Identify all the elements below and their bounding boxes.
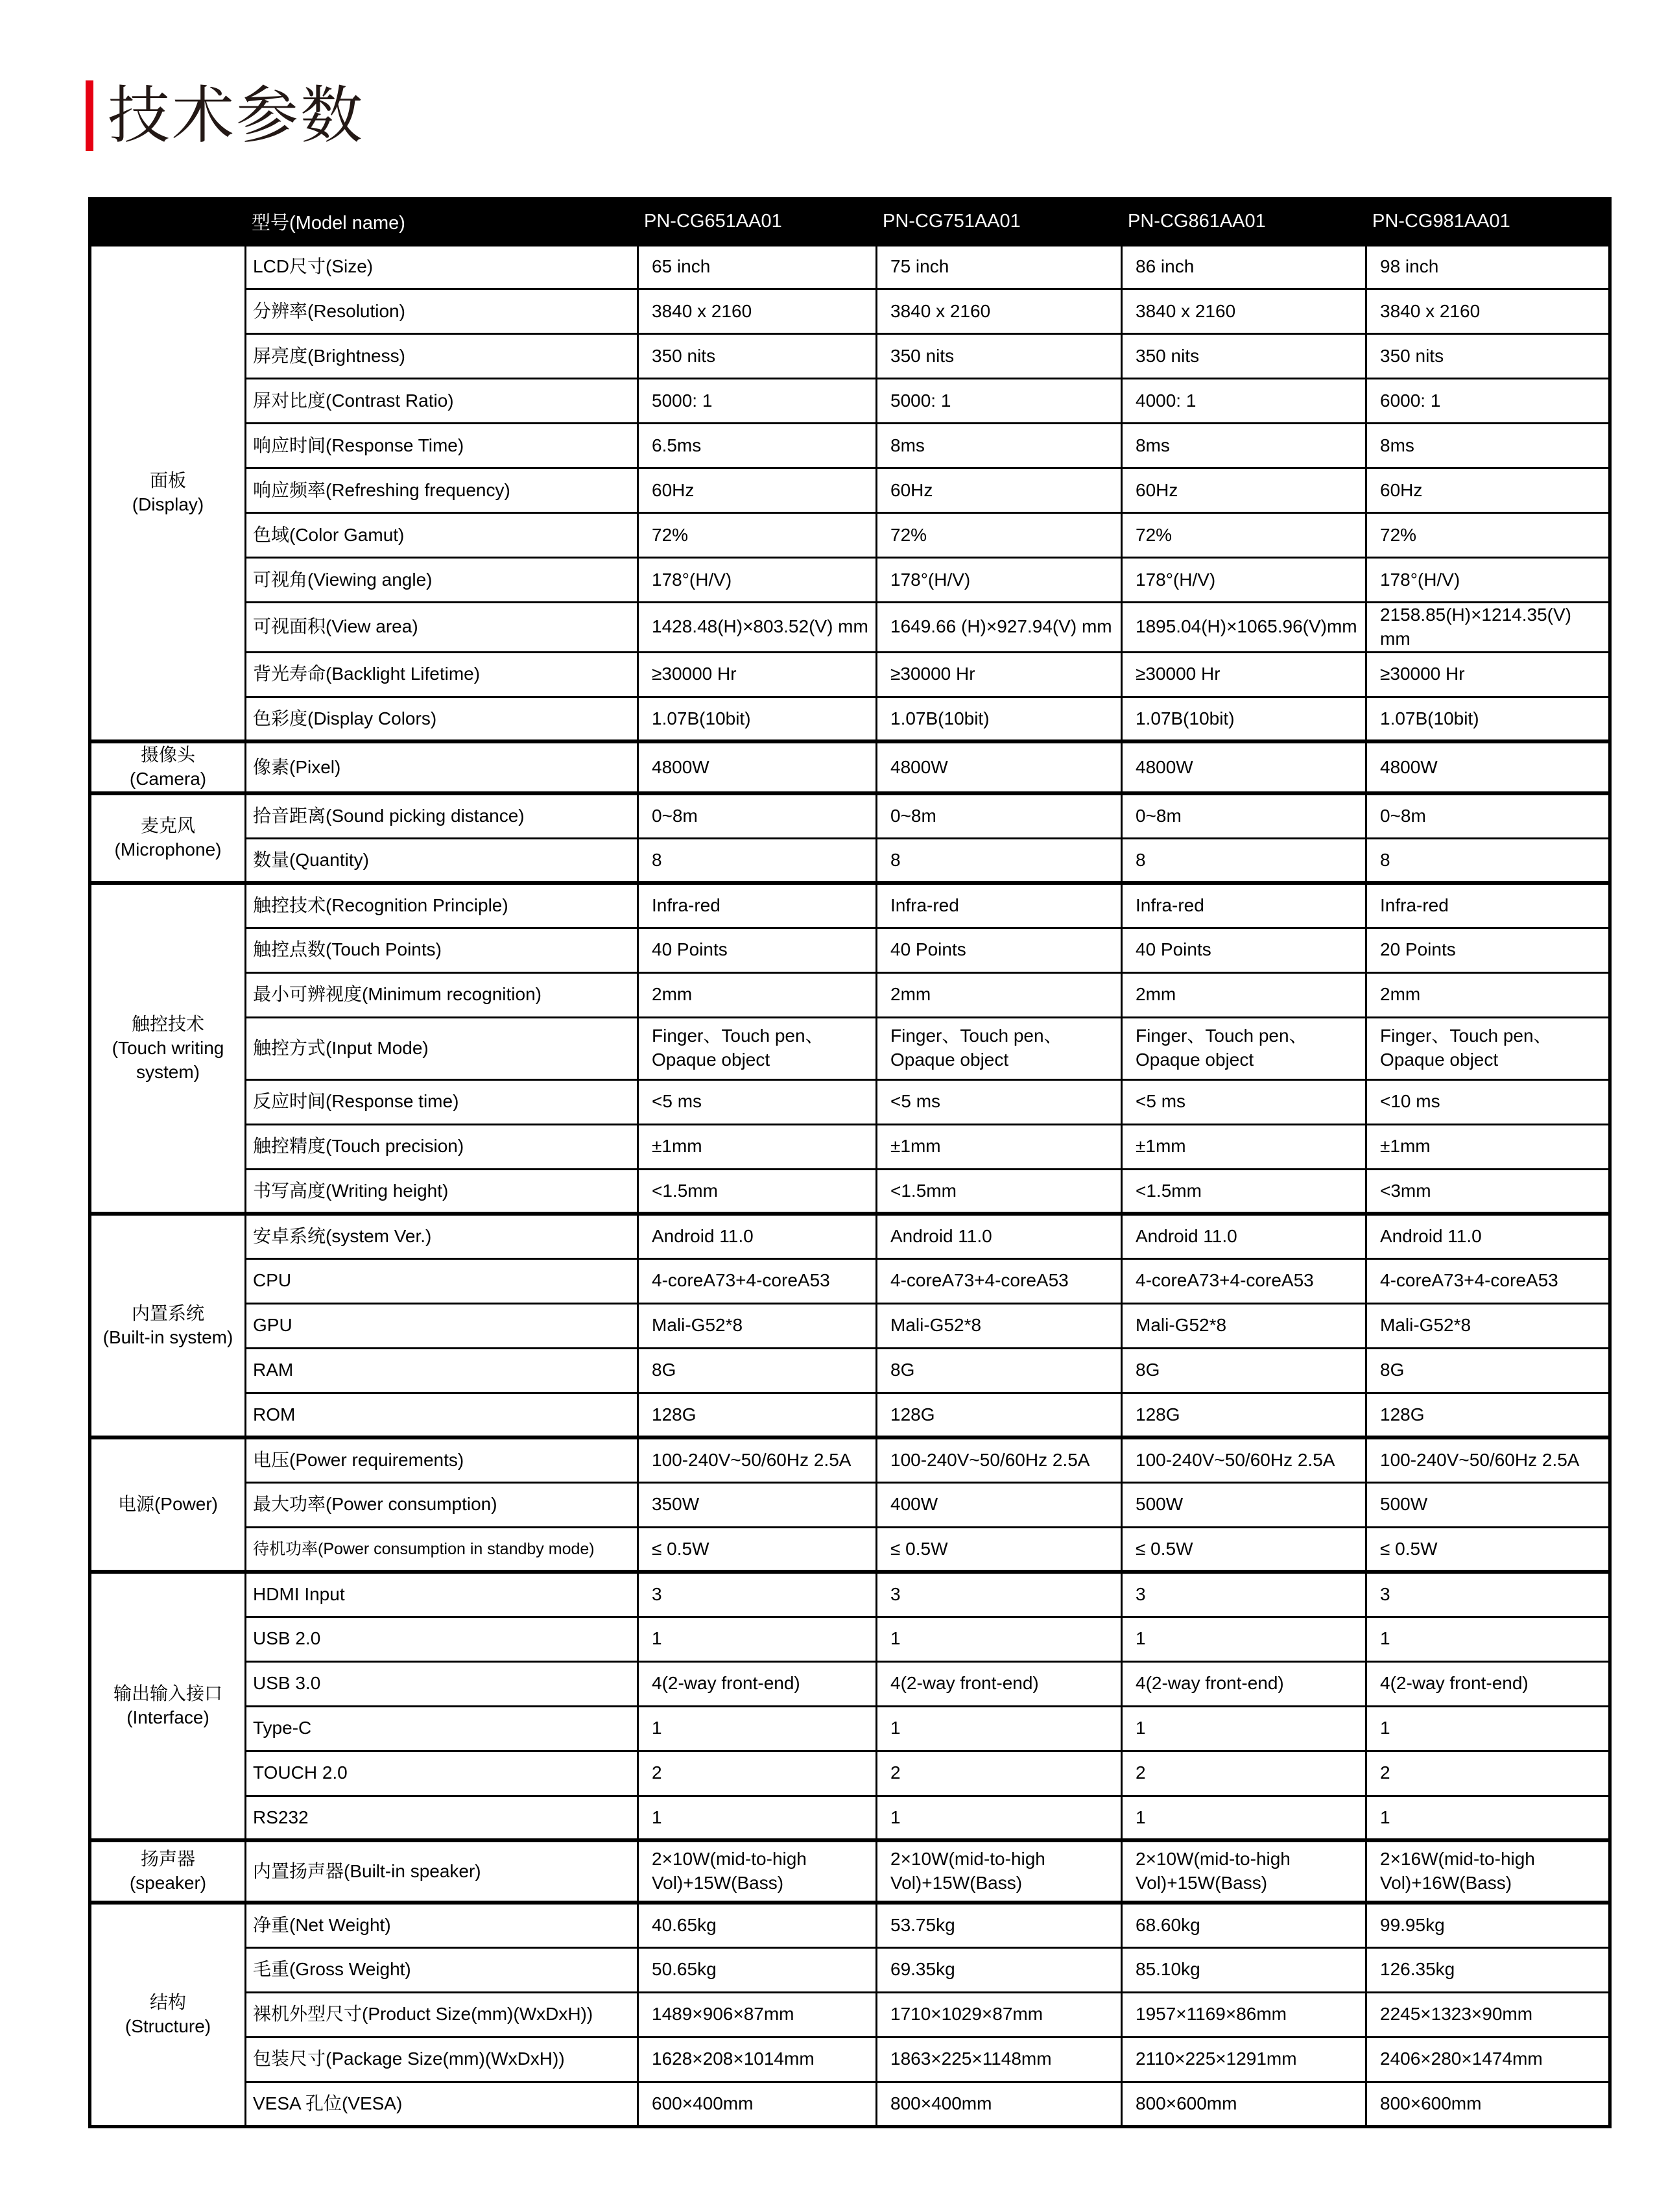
value-cell: ±1mm <box>1366 1124 1610 1169</box>
param-label-cell: 响应频率(Refreshing frequency) <box>246 468 638 513</box>
value-cell: ≥30000 Hr <box>877 652 1122 697</box>
param-label-cell: USB 2.0 <box>246 1617 638 1661</box>
value-cell: 100-240V~50/60Hz 2.5A <box>638 1437 877 1482</box>
param-label-cell: USB 3.0 <box>246 1661 638 1706</box>
value-cell: Android 11.0 <box>638 1214 877 1258</box>
value-cell: 69.35kg <box>877 1947 1122 1992</box>
param-label-cell: 书写高度(Writing height) <box>246 1169 638 1214</box>
category-label-zh: 触控技术 <box>131 1013 204 1034</box>
value-cell: 1.07B(10bit) <box>1366 697 1610 741</box>
value-cell: 1710×1029×87mm <box>877 1992 1122 2037</box>
value-cell: 4(2-way front-end) <box>1366 1661 1610 1706</box>
value-cell: 3 <box>877 1572 1122 1617</box>
value-cell: Infra-red <box>1122 883 1366 928</box>
value-cell: 60Hz <box>1122 468 1366 513</box>
category-label-zh: 面板 <box>149 470 186 490</box>
value-cell: 100-240V~50/60Hz 2.5A <box>1122 1437 1366 1482</box>
value-cell: Mali-G52*8 <box>638 1303 877 1348</box>
value-cell: 178°(H/V) <box>1122 558 1366 603</box>
value-cell: 3840 x 2160 <box>1366 289 1610 334</box>
table-row <box>90 513 1610 558</box>
category-label-en: (Display) <box>132 494 204 514</box>
value-cell: 0~8m <box>638 793 877 838</box>
category-label-en: (Microphone) <box>114 839 222 860</box>
value-cell: 8 <box>1122 838 1366 883</box>
param-label-cell: 响应时间(Response Time) <box>246 424 638 468</box>
value-cell: 0~8m <box>1366 793 1610 838</box>
value-cell: 1 <box>638 1706 877 1751</box>
category-cell <box>90 1437 246 1572</box>
param-label-cell: Type-C <box>246 1706 638 1751</box>
value-cell: 85.10kg <box>1122 1947 1366 1992</box>
model-name-header: 型号(Model name) <box>246 199 638 245</box>
value-cell: Mali-G52*8 <box>1122 1303 1366 1348</box>
value-cell: 1 <box>1366 1706 1610 1751</box>
value-cell: 2×16W(mid-to-high Vol)+16W(Bass) <box>1366 1840 1610 1903</box>
value-cell: 3840 x 2160 <box>638 289 877 334</box>
value-cell: 20 Points <box>1366 928 1610 972</box>
value-cell: 4-coreA73+4-coreA53 <box>638 1258 877 1303</box>
table-row <box>90 1482 1610 1527</box>
param-label-cell: ROM <box>246 1393 638 1437</box>
table-row <box>90 2082 1610 2126</box>
value-cell: 2×10W(mid-to-high Vol)+15W(Bass) <box>1122 1840 1366 1903</box>
table-header-row <box>90 199 1610 245</box>
value-cell: 6.5ms <box>638 424 877 468</box>
value-cell: 3840 x 2160 <box>1122 289 1366 334</box>
value-cell: <1.5mm <box>1122 1169 1366 1214</box>
category-label-en: (Structure) <box>125 2016 211 2037</box>
param-label-cell: 最小可辨视度(Minimum recognition) <box>246 972 638 1017</box>
param-label-cell: 最大功率(Power consumption) <box>246 1482 638 1527</box>
table-row <box>90 1751 1610 1796</box>
category-cell <box>90 1214 246 1437</box>
value-cell: 1649.66 (H)×927.94(V) mm <box>877 603 1122 653</box>
value-cell: <5 ms <box>1122 1079 1366 1124</box>
category-cell <box>90 1903 246 2126</box>
value-cell: 800×400mm <box>877 2082 1122 2126</box>
table-row <box>90 2037 1610 2082</box>
table-row <box>90 424 1610 468</box>
table-row <box>90 972 1610 1017</box>
value-cell: 8G <box>638 1348 877 1393</box>
value-cell: 1.07B(10bit) <box>877 697 1122 741</box>
param-label-cell: 电压(Power requirements) <box>246 1437 638 1482</box>
table-row <box>90 1661 1610 1706</box>
value-cell: 0~8m <box>1122 793 1366 838</box>
value-cell: 8G <box>1366 1348 1610 1393</box>
category-label-en: (Built-in system) <box>102 1327 233 1347</box>
model-column-header: PN-CG981AA01 <box>1366 199 1610 245</box>
value-cell: 4-coreA73+4-coreA53 <box>1366 1258 1610 1303</box>
value-cell: Android 11.0 <box>1366 1214 1610 1258</box>
value-cell: 4800W <box>638 741 877 793</box>
category-label-en: (Interface) <box>126 1707 209 1728</box>
value-cell: 600×400mm <box>638 2082 877 2126</box>
value-cell: <10 ms <box>1366 1079 1610 1124</box>
value-cell: 40 Points <box>638 928 877 972</box>
param-label-cell: HDMI Input <box>246 1572 638 1617</box>
table-row <box>90 741 1610 793</box>
value-cell: 65 inch <box>638 245 877 289</box>
value-cell: 128G <box>1122 1393 1366 1437</box>
value-cell: 2mm <box>1366 972 1610 1017</box>
param-label-cell: 包装尺寸(Package Size(mm)(WxDxH)) <box>246 2037 638 2082</box>
param-label-cell: 毛重(Gross Weight) <box>246 1947 638 1992</box>
param-label-cell: TOUCH 2.0 <box>246 1751 638 1796</box>
value-cell: 4-coreA73+4-coreA53 <box>1122 1258 1366 1303</box>
table-row <box>90 1303 1610 1348</box>
value-cell: 40 Points <box>1122 928 1366 972</box>
value-cell: ≥30000 Hr <box>638 652 877 697</box>
param-label-cell: 净重(Net Weight) <box>246 1903 638 1947</box>
value-cell: 1 <box>1122 1706 1366 1751</box>
value-cell: 2×10W(mid-to-high Vol)+15W(Bass) <box>877 1840 1122 1903</box>
param-label-cell: CPU <box>246 1258 638 1303</box>
value-cell: 128G <box>1366 1393 1610 1437</box>
value-cell: Mali-G52*8 <box>1366 1303 1610 1348</box>
category-cell <box>90 245 246 742</box>
table-row <box>90 468 1610 513</box>
value-cell: 40.65kg <box>638 1903 877 1947</box>
model-column-header: PN-CG751AA01 <box>877 199 1122 245</box>
param-label-cell: RS232 <box>246 1796 638 1840</box>
category-label-en: (speaker) <box>129 1873 207 1893</box>
value-cell: ≤ 0.5W <box>1122 1527 1366 1572</box>
value-cell: 4800W <box>1122 741 1366 793</box>
value-cell: 128G <box>638 1393 877 1437</box>
value-cell: 2158.85(H)×1214.35(V) mm <box>1366 603 1610 653</box>
value-cell: 2 <box>1122 1751 1366 1796</box>
value-cell: <1.5mm <box>638 1169 877 1214</box>
value-cell: ≥30000 Hr <box>1122 652 1366 697</box>
value-cell: <5 ms <box>877 1079 1122 1124</box>
value-cell: 1895.04(H)×1065.96(V)mm <box>1122 603 1366 653</box>
value-cell: Infra-red <box>1366 883 1610 928</box>
value-cell: 1 <box>1366 1796 1610 1840</box>
title-accent-bar <box>86 80 93 151</box>
value-cell: 1628×208×1014mm <box>638 2037 877 2082</box>
value-cell: Finger、Touch pen、Opaque object <box>877 1017 1122 1079</box>
value-cell: 2mm <box>877 972 1122 1017</box>
value-cell: 3 <box>638 1572 877 1617</box>
table-row <box>90 1124 1610 1169</box>
value-cell: 800×600mm <box>1122 2082 1366 2126</box>
value-cell: 178°(H/V) <box>1366 558 1610 603</box>
value-cell: 3 <box>1366 1572 1610 1617</box>
category-cell <box>90 741 246 793</box>
value-cell: 800×600mm <box>1366 2082 1610 2126</box>
param-label-cell: GPU <box>246 1303 638 1348</box>
param-label-cell: 色彩度(Display Colors) <box>246 697 638 741</box>
value-cell: 2406×280×1474mm <box>1366 2037 1610 2082</box>
value-cell: 2110×225×1291mm <box>1122 2037 1366 2082</box>
table-row <box>90 558 1610 603</box>
param-label-cell: 色域(Color Gamut) <box>246 513 638 558</box>
table-row <box>90 928 1610 972</box>
table-row <box>90 1706 1610 1751</box>
value-cell: Infra-red <box>877 883 1122 928</box>
value-cell: 4(2-way front-end) <box>877 1661 1122 1706</box>
value-cell: 350 nits <box>638 334 877 379</box>
value-cell: 98 inch <box>1366 245 1610 289</box>
value-cell: 2 <box>1366 1751 1610 1796</box>
value-cell: 1428.48(H)×803.52(V) mm <box>638 603 877 653</box>
value-cell: 1957×1169×86mm <box>1122 1992 1366 2037</box>
param-label-cell: RAM <box>246 1348 638 1393</box>
table-row <box>90 652 1610 697</box>
value-cell: 72% <box>1366 513 1610 558</box>
value-cell: ≤ 0.5W <box>1366 1527 1610 1572</box>
param-label-cell: 裸机外型尺寸(Product Size(mm)(WxDxH)) <box>246 1992 638 2037</box>
value-cell: 1 <box>638 1796 877 1840</box>
category-cell <box>90 793 246 883</box>
value-cell: ±1mm <box>1122 1124 1366 1169</box>
table-row <box>90 1258 1610 1303</box>
value-cell: 1 <box>638 1617 877 1661</box>
value-cell: 8 <box>1366 838 1610 883</box>
value-cell: 2mm <box>1122 972 1366 1017</box>
param-label-cell: 反应时间(Response time) <box>246 1079 638 1124</box>
value-cell: 1.07B(10bit) <box>1122 697 1366 741</box>
table-row <box>90 1017 1610 1079</box>
value-cell: ≤ 0.5W <box>638 1527 877 1572</box>
table-row <box>90 1947 1610 1992</box>
value-cell: Android 11.0 <box>1122 1214 1366 1258</box>
table-row <box>90 793 1610 838</box>
table-row <box>90 1527 1610 1572</box>
param-label-cell: 像素(Pixel) <box>246 741 638 793</box>
table-row <box>90 1169 1610 1214</box>
value-cell: 4(2-way front-end) <box>1122 1661 1366 1706</box>
value-cell: 8ms <box>1122 424 1366 468</box>
value-cell: 1 <box>877 1796 1122 1840</box>
value-cell: <1.5mm <box>877 1169 1122 1214</box>
table-row <box>90 838 1610 883</box>
value-cell: 60Hz <box>638 468 877 513</box>
param-label-cell: VESA 孔位(VESA) <box>246 2082 638 2126</box>
table-row <box>90 289 1610 334</box>
table-row <box>90 1393 1610 1437</box>
value-cell: 8 <box>638 838 877 883</box>
value-cell: ±1mm <box>877 1124 1122 1169</box>
header-spacer-cell <box>90 199 246 245</box>
value-cell: <3mm <box>1366 1169 1610 1214</box>
model-column-header: PN-CG861AA01 <box>1122 199 1366 245</box>
value-cell: 75 inch <box>877 245 1122 289</box>
value-cell: 1 <box>1366 1617 1610 1661</box>
value-cell: 53.75kg <box>877 1903 1122 1947</box>
table-row <box>90 883 1610 928</box>
value-cell: 1.07B(10bit) <box>638 697 877 741</box>
param-label-cell: 待机功率(Power consumption in standby mode) <box>246 1527 638 1572</box>
category-label-en: (Touch writing system) <box>112 1037 224 1082</box>
table-row <box>90 603 1610 653</box>
table-row <box>90 1572 1610 1617</box>
param-label-cell: 触控方式(Input Mode) <box>246 1017 638 1079</box>
table-row <box>90 1437 1610 1482</box>
param-label-cell: 背光寿命(Backlight Lifetime) <box>246 652 638 697</box>
value-cell: 6000: 1 <box>1366 379 1610 424</box>
param-label-cell: 触控点数(Touch Points) <box>246 928 638 972</box>
value-cell: ≤ 0.5W <box>877 1527 1122 1572</box>
table-row <box>90 1214 1610 1258</box>
value-cell: 2245×1323×90mm <box>1366 1992 1610 2037</box>
value-cell: 2 <box>877 1751 1122 1796</box>
value-cell: 400W <box>877 1482 1122 1527</box>
value-cell: 1863×225×1148mm <box>877 2037 1122 2082</box>
value-cell: 99.95kg <box>1366 1903 1610 1947</box>
param-label-cell: 拾音距离(Sound picking distance) <box>246 793 638 838</box>
param-label-cell: 安卓系统(system Ver.) <box>246 1214 638 1258</box>
value-cell: ≥30000 Hr <box>1366 652 1610 697</box>
table-row <box>90 334 1610 379</box>
spec-table <box>88 197 1612 2128</box>
value-cell: 5000: 1 <box>877 379 1122 424</box>
param-label-cell: 触控技术(Recognition Principle) <box>246 883 638 928</box>
category-label-zh: 输出输入接口 <box>113 1683 222 1704</box>
value-cell: 72% <box>638 513 877 558</box>
value-cell: Infra-red <box>638 883 877 928</box>
value-cell: 500W <box>1122 1482 1366 1527</box>
category-label-en: (Camera) <box>129 769 207 789</box>
value-cell: 178°(H/V) <box>638 558 877 603</box>
model-column-header: PN-CG651AA01 <box>638 199 877 245</box>
category-cell <box>90 883 246 1214</box>
param-label-cell: 可视角(Viewing angle) <box>246 558 638 603</box>
value-cell: <5 ms <box>638 1079 877 1124</box>
value-cell: 100-240V~50/60Hz 2.5A <box>1366 1437 1610 1482</box>
value-cell: 1 <box>1122 1617 1366 1661</box>
value-cell: 128G <box>877 1393 1122 1437</box>
value-cell: 72% <box>1122 513 1366 558</box>
value-cell: Finger、Touch pen、Opaque object <box>1366 1017 1610 1079</box>
category-label-zh: 麦克风 <box>140 815 195 836</box>
value-cell: 3840 x 2160 <box>877 289 1122 334</box>
value-cell: 4(2-way front-end) <box>638 1661 877 1706</box>
table-row <box>90 1903 1610 1947</box>
table-row <box>90 1348 1610 1393</box>
page-title-block <box>86 80 364 151</box>
value-cell: 8ms <box>1366 424 1610 468</box>
table-row <box>90 1992 1610 2037</box>
value-cell: 350 nits <box>877 334 1122 379</box>
category-label-zh: 摄像头 <box>140 745 195 765</box>
page-title: 技术参数 <box>108 81 364 150</box>
value-cell: 8 <box>877 838 1122 883</box>
value-cell: 3 <box>1122 1572 1366 1617</box>
value-cell: 1 <box>877 1706 1122 1751</box>
table-row <box>90 1617 1610 1661</box>
value-cell: 5000: 1 <box>638 379 877 424</box>
value-cell: 350 nits <box>1122 334 1366 379</box>
value-cell: 4800W <box>1366 741 1610 793</box>
value-cell: 60Hz <box>1366 468 1610 513</box>
table-row <box>90 1796 1610 1840</box>
value-cell: 178°(H/V) <box>877 558 1122 603</box>
value-cell: Finger、Touch pen、Opaque object <box>1122 1017 1366 1079</box>
param-label-cell: 触控精度(Touch precision) <box>246 1124 638 1169</box>
category-label-zh: 电源(Power) <box>117 1494 218 1515</box>
category-label-zh: 扬声器 <box>140 1849 195 1869</box>
value-cell: 50.65kg <box>638 1947 877 1992</box>
value-cell: 8G <box>877 1348 1122 1393</box>
table-row <box>90 1079 1610 1124</box>
category-cell <box>90 1572 246 1840</box>
value-cell: 86 inch <box>1122 245 1366 289</box>
value-cell: 1489×906×87mm <box>638 1992 877 2037</box>
value-cell: 8ms <box>877 424 1122 468</box>
category-cell <box>90 1840 246 1903</box>
category-label-zh: 内置系统 <box>131 1303 204 1323</box>
param-label-cell: 屏亮度(Brightness) <box>246 334 638 379</box>
value-cell: 100-240V~50/60Hz 2.5A <box>877 1437 1122 1482</box>
value-cell: Finger、Touch pen、Opaque object <box>638 1017 877 1079</box>
value-cell: 8G <box>1122 1348 1366 1393</box>
value-cell: 68.60kg <box>1122 1903 1366 1947</box>
value-cell: 4000: 1 <box>1122 379 1366 424</box>
value-cell: 60Hz <box>877 468 1122 513</box>
value-cell: 1 <box>1122 1796 1366 1840</box>
param-label-cell: LCD尺寸(Size) <box>246 245 638 289</box>
value-cell: 2×10W(mid-to-high Vol)+15W(Bass) <box>638 1840 877 1903</box>
value-cell: 0~8m <box>877 793 1122 838</box>
category-label-zh: 结构 <box>149 1992 186 2013</box>
table-row <box>90 245 1610 289</box>
value-cell: ±1mm <box>638 1124 877 1169</box>
value-cell: Android 11.0 <box>877 1214 1122 1258</box>
value-cell: 2mm <box>638 972 877 1017</box>
param-label-cell: 可视面积(View area) <box>246 603 638 653</box>
table-row <box>90 697 1610 741</box>
value-cell: 126.35kg <box>1366 1947 1610 1992</box>
value-cell: 350 nits <box>1366 334 1610 379</box>
param-label-cell: 屏对比度(Contrast Ratio) <box>246 379 638 424</box>
param-label-cell: 内置扬声器(Built-in speaker) <box>246 1840 638 1903</box>
value-cell: 500W <box>1366 1482 1610 1527</box>
value-cell: 4-coreA73+4-coreA53 <box>877 1258 1122 1303</box>
value-cell: 4800W <box>877 741 1122 793</box>
value-cell: 1 <box>877 1617 1122 1661</box>
table-row <box>90 379 1610 424</box>
param-label-cell: 数量(Quantity) <box>246 838 638 883</box>
param-label-cell: 分辨率(Resolution) <box>246 289 638 334</box>
table-row <box>90 1840 1610 1903</box>
value-cell: 2 <box>638 1751 877 1796</box>
value-cell: 350W <box>638 1482 877 1527</box>
value-cell: 40 Points <box>877 928 1122 972</box>
value-cell: 72% <box>877 513 1122 558</box>
value-cell: Mali-G52*8 <box>877 1303 1122 1348</box>
